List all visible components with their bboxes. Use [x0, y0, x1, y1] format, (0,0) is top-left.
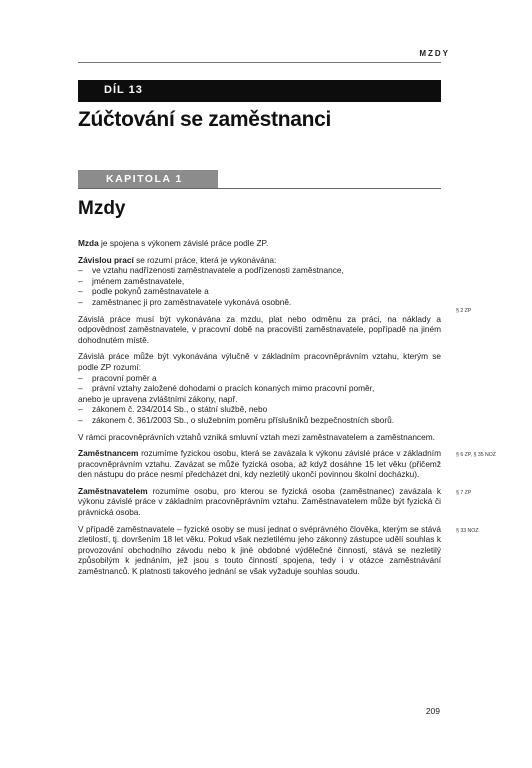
paragraph-zamestnanec — [78, 448, 496, 480]
part-title: Zúčtování se zaměstnanci — [78, 108, 332, 131]
paragraph-podminky: Závislá práce musí být vykonávána za mzdu, plat nebo odměnu za práci, na náklady a odpovědnost zaměstnavatele, v pracovní době na pracovišti zaměstnavatele, popřípadě na jiném dohodnutém místě. — [78, 313, 441, 345]
paragraph-pracovnepravni-vztah — [78, 351, 441, 425]
chapter-rule — [78, 188, 441, 189]
part-bar — [78, 80, 441, 102]
list-item: – pracovní poměr a — [78, 373, 441, 384]
running-head: MZDY — [419, 49, 450, 58]
list-item: – ve vztahu nadřízenosti zaměstnavatele a podřízenosti zaměstnance, — [78, 265, 441, 276]
list-item: – podle pokynů zaměstnavatele a — [78, 286, 441, 297]
paragraph-mzda — [78, 238, 441, 249]
paragraph-text: rozumíme fyzickou osobu, která se zavázala k výkonu závislé práce v základním pracovněprávním vztahu. Zavázat se může fyzická osoba, až když dosáhne 15 let věku (přičemž den nástupu do práce nesmí předcházet dni, kdy nezletilý ukončí povinnou školní docházku). — [78, 448, 441, 480]
paragraph-text: V případě zaměstnavatele – fyzické osoby se musí jednat o svéprávného člověka, kterým se stává zletilostí, tj. dovršením 18 let věku. Pokud však nezletilému jeho zákonný zástupce udělí souhlas k provozování obchodního závodu nebo k jiné obdobné výdělečné činnosti, stává se nezletilý způsobilým k jednáním, jež jsou s touto činností spojena, tedy i v otázce zaměstnávání zaměstnanců. K platnosti takového jednání se však vyžaduje souhlas soudu. — [78, 523, 441, 577]
term-zavisla-prace: Závislou prací — [78, 254, 134, 265]
part-label: DÍL 13 — [104, 84, 143, 96]
chapter-label: KAPITOLA 1 — [106, 173, 183, 185]
paragraph-text: se rozumí práce, která je vykonávána: — [133, 254, 277, 265]
term-zamestnavatel: Zaměstnavatelem — [78, 485, 148, 496]
page-number: 209 — [425, 706, 440, 716]
body-text — [78, 238, 496, 583]
margin-reference: § 6 ZP, § 35 NOZ — [456, 452, 496, 459]
chapter-bar — [78, 170, 218, 189]
paragraph-zamestnavatel — [78, 485, 472, 518]
paragraph-fyzicka-osoba — [78, 523, 479, 577]
list-item: – jménem zaměstnavatele, — [78, 276, 441, 287]
paragraph-text: anebo je upravena zvláštními zákony, např. — [78, 393, 238, 404]
paragraph-zavisla-prace — [78, 254, 472, 314]
paragraph-text: rozumíme osobu, pro kterou se fyzická osoba (zaměstnanec) zavázala k výkonu závislé práce v základním pracovněprávním vztahu. Zaměstnavatelem může být fyzická či právnická osoba. — [78, 485, 441, 518]
paragraph-text: je spojena s výkonem závislé práce podle ZP. — [98, 238, 269, 248]
paragraph-smluvni-vztah: V rámci pracovněprávních vztahů vzniká smluvní vztah mezi zaměstnavatelem a zaměstnancem. — [78, 431, 435, 442]
header-rule — [78, 62, 441, 63]
margin-reference: § 33 NOZ — [456, 527, 479, 534]
list-item: – právní vztahy založené dohodami o pracích konaných mimo pracovní poměr, — [78, 383, 441, 394]
list-item: – zaměstnanec ji pro zaměstnavatele vykonává osobně. — [78, 297, 441, 308]
margin-reference: § 7 ZP — [456, 489, 472, 496]
list-item: – zákonem č. 361/2003 Sb., o služebním poměru příslušníků bezpečnostních sborů. — [78, 415, 441, 426]
paragraph-text: Závislá práce může být vykonávána výlučně v základním pracovněprávním vztahu, kterým se podle ZP rozumí: — [78, 351, 441, 372]
chapter-title: Mzdy — [78, 198, 126, 219]
list-item: – zákonem č. 234/2014 Sb., o státní službě, nebo — [78, 404, 441, 415]
margin-reference: § 2 ZP — [456, 307, 472, 314]
term-zamestnanec: Zaměstnancem — [78, 448, 139, 459]
term-mzda: Mzda — [78, 238, 99, 248]
